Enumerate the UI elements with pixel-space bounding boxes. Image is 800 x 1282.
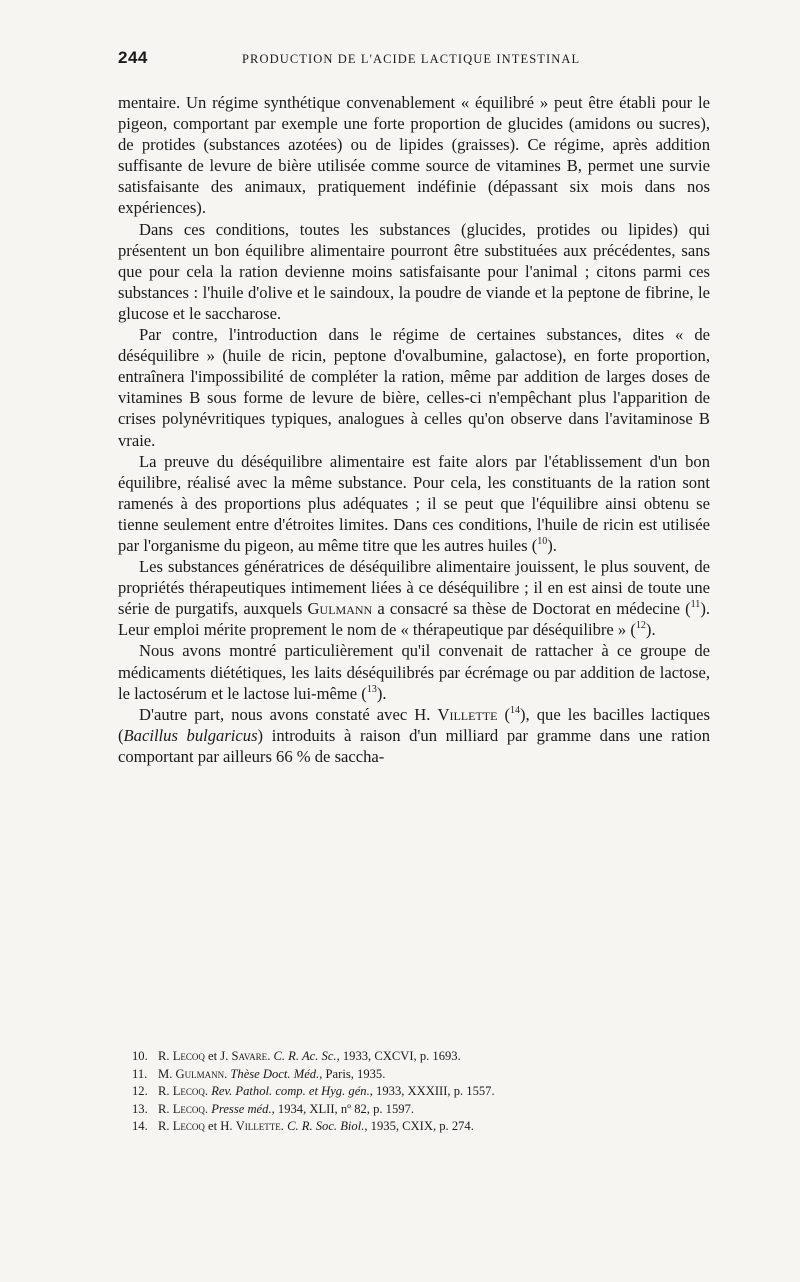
paragraph-4-end: ).: [547, 535, 557, 555]
paragraph-5-text-a: Les substances génératrices de déséquilibre alimentaire jouissent, le plus souvent, de propriétés thérapeutiques intimement liées à ce déséquilibre ; il en est ainsi de toute une série de purgatifs, auxquels: [118, 557, 710, 619]
footnote-13: [132, 1101, 710, 1119]
footnote-citation: , 1933, CXCVI, p. 1693.: [336, 1049, 461, 1063]
paragraph-5-text-c: ). Leur emploi mérite proprement le nom de « thérapeutique par déséquilibre » (: [118, 599, 710, 640]
footnote-ref-12[interactable]: 12: [635, 620, 646, 632]
footnote-author: Lecoq: [172, 1101, 205, 1116]
footnote-text: et H.: [204, 1119, 236, 1133]
page-number: 244: [118, 48, 148, 67]
paragraph-5-text-b: a consacré sa thèse de Doctorat en médecine (: [372, 599, 691, 619]
footnote-citation: , 1935, CXIX, p. 274.: [364, 1119, 474, 1133]
footnote-text: .: [224, 1066, 231, 1081]
paragraph-6-text: Nous avons montré particulièrement qu'il convenait de rattacher à ce groupe de médicaments diététiques, les laits déséquilibrés par écrémage ou par addition de lactose, le lactosérum et le lactose lui-même (: [118, 641, 710, 703]
species-name: Bacillus bulgaricus: [123, 725, 258, 745]
footnote-author: Lecoq: [172, 1084, 205, 1098]
footnote-citation: , 1933, XXXIII, p. 1557.: [369, 1084, 495, 1098]
footnote-text: R.: [158, 1101, 173, 1116]
paragraph-1: [118, 92, 710, 219]
paragraph-7-text-d: ) introduits à raison d'un milliard par gramme dans une ration comportant par ailleurs 66 % de saccha-: [118, 725, 710, 766]
footnote-citation: , 1934, XLII, nº 82, p. 1597.: [271, 1101, 415, 1116]
footnote-author: Lecoq: [172, 1049, 205, 1063]
footnote-ref-10[interactable]: 10: [537, 535, 548, 547]
footnote-author: Savare: [231, 1049, 268, 1063]
paragraph-7-text-b: (: [497, 704, 511, 724]
footnote-number: 11.: [132, 1066, 148, 1081]
footnote-text: R.: [158, 1119, 173, 1133]
footnote-ref-13[interactable]: 13: [366, 683, 377, 695]
footnote-text: .: [280, 1119, 288, 1133]
footnote-text: R.: [158, 1084, 173, 1098]
footnote-journal: C. R. Soc. Biol.: [287, 1119, 365, 1133]
paragraph-4-text: La preuve du déséquilibre alimentaire est faite alors par l'établissement d'un bon équilibre, réalisé avec la même substance. Pour cela, les constituants de la ration sont ramenés à des proportions plus adéquates ; il se peut que l'équilibre ainsi obtenu se tienne seulement entre d'étroites limites. Dans ces conditions, l'huile de ricin est utilisée par l'organisme du pigeon, au même titre que les autres huiles (: [118, 451, 710, 555]
paragraph-5: [118, 556, 710, 640]
paragraph-3-text: Par contre, l'introduction dans le régime de certaines substances, dites « de déséquilibre » (huile de ricin, peptone d'ovalbumine, galactose), en forte proportion, entraînera l'impossibilité de compléter la ration, même par addition de larges doses de vitamines B sous forme de levure de bière, celles-ci n'empêchant plus l'apparition de crises polynévritiques typiques, analogues à celles qu'on observe dans l'avitaminose B vraie.: [118, 325, 710, 450]
footnote-number: 12.: [132, 1084, 148, 1098]
paragraph-2-text: Dans ces conditions, toutes les substances (glucides, protides ou lipides) qui présentent un bon équilibre alimentaire pourront être substituées aux précédentes, sans que pour cela la ration devienne moins satisfaisante pour l'animal ; citons parmi ces substances : l'huile d'olive et le saindoux, la poudre de viande et la peptone de fibrine, le glucose et le saccharose.: [118, 219, 710, 323]
footnote-text: R.: [158, 1049, 173, 1063]
footnote-journal: C. R. Ac. Sc.: [273, 1049, 337, 1063]
footnote-journal: Rev. Pathol. comp. et Hyg. gén.: [211, 1084, 370, 1098]
footnote-journal: Thèse Doct. Méd.: [230, 1066, 320, 1081]
body-text: [118, 92, 710, 767]
footnote-text: M.: [158, 1066, 176, 1081]
paragraph-7: [118, 704, 710, 767]
footnote-number: 13.: [132, 1101, 148, 1116]
footnote-11: [132, 1066, 710, 1084]
paragraph-2: [118, 219, 710, 324]
footnote-number: 14.: [132, 1119, 148, 1133]
paragraph-7-text-a: D'autre part, nous avons constaté avec H.: [139, 704, 438, 724]
footnote-journal: Presse méd.: [211, 1101, 272, 1116]
footnote-author: Lecoq: [172, 1119, 205, 1133]
paragraph-5-text-d: ).: [645, 620, 656, 640]
footnote-14: [132, 1118, 710, 1136]
paragraph-6: [118, 640, 710, 703]
running-title: PRODUCTION DE L'ACIDE LACTIQUE INTESTINAL: [242, 52, 581, 66]
footnote-ref-11[interactable]: 11: [690, 599, 701, 611]
footnote-text: .: [267, 1049, 274, 1063]
footnote-12: [132, 1083, 710, 1101]
page-header: [118, 48, 715, 74]
footnote-author: Gulmann: [175, 1066, 225, 1081]
paragraph-1-text: mentaire. Un régime synthétique convenablement « équilibré » peut être établi pour le pigeon, comportant par exemple une forte proportion de glucides (amidons ou sucres), de protides (substances azotées) ou de lipides (graisses). Ce régime, après addition suffisante de levure de bière utilisée comme source de vitamines B, permet une survie satisfaisante des animaux, pratiquement indéfinie (dépassant six mois dans nos expériences).: [118, 93, 710, 218]
author-name-gulmann: Gulmann: [307, 599, 373, 619]
footnote-text: .: [204, 1101, 212, 1116]
footnote-text: et J.: [204, 1049, 232, 1063]
author-name-villette: Villette: [437, 704, 498, 724]
footnote-10: [132, 1048, 710, 1066]
footnote-text: .: [204, 1084, 212, 1098]
footnote-number: 10.: [132, 1049, 148, 1063]
footnotes: [132, 1048, 710, 1136]
paragraph-3: [118, 324, 710, 451]
footnote-citation: , Paris, 1935.: [319, 1066, 386, 1081]
footnote-ref-14[interactable]: 14: [510, 704, 521, 716]
paragraph-4: [118, 451, 710, 556]
paragraph-7-text-c: ), que les bacilles lactiques (: [118, 704, 710, 745]
footnote-author: Villette: [235, 1119, 281, 1133]
paragraph-6-end: ).: [376, 683, 387, 703]
